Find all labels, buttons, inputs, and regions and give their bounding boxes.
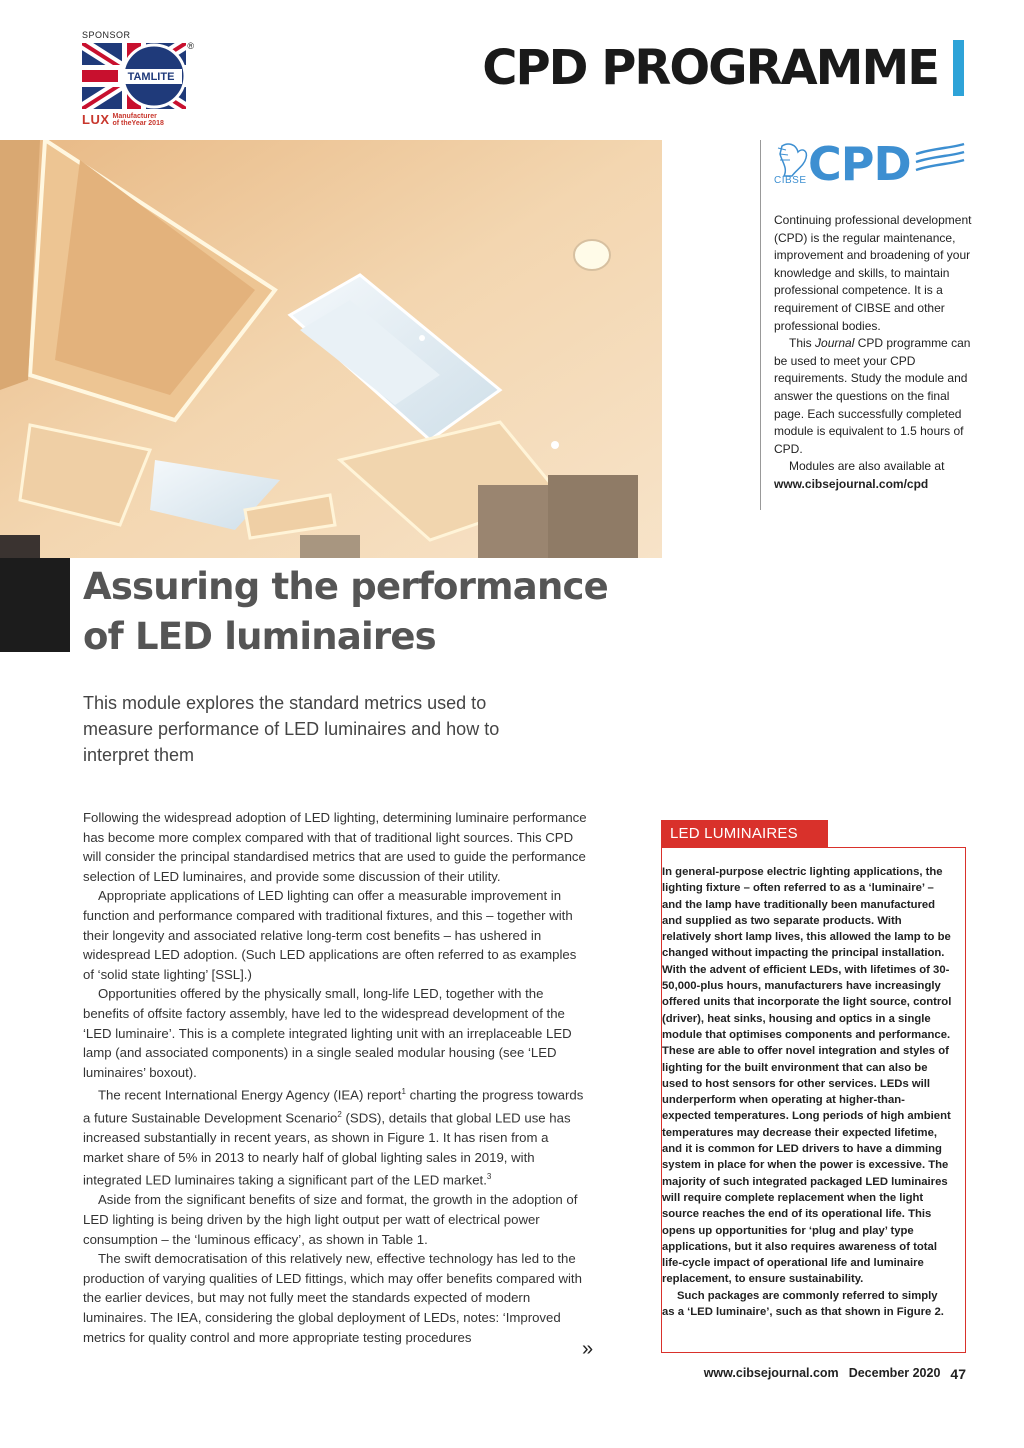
- body-paragraph-3: Opportunities offered by the physically small, long-life LED, together with the benefits of offsite factory assembly, have led to the widespread development of the ‘LED luminaire’. This is a complete integrated lighting unit with an irreplaceable LED lamp (and associated components) in a single sealed modular housing (see ‘LED luminaires’ boxout).: [83, 986, 572, 1080]
- article-title-line-2: of LED luminaires: [83, 615, 436, 658]
- boxout-paragraph-2: Such packages are commonly referred to simply as a ‘LED luminaire’, such as that shown in Figure 2.: [662, 1289, 944, 1319]
- cpd-url-link[interactable]: www.cibsejournal.com/cpd: [774, 476, 929, 491]
- cibse-cpd-logo: [774, 137, 974, 200]
- body-paragraph-4: [83, 1082, 588, 1190]
- cpd-panel-divider: [760, 140, 761, 510]
- cpd-para-1: Continuing professional development (CPD) is the regular maintenance, improvement and broadening of your knowledge and skills, to maintain professional competence. It is a requirement of CIBSE and other professional bodies.: [774, 213, 972, 333]
- hero-photo: [0, 140, 662, 558]
- article-body: [83, 808, 588, 1347]
- footer-site[interactable]: www.cibsejournal.com: [703, 1366, 839, 1380]
- registered-mark-icon: ®: [187, 41, 194, 51]
- continue-arrow-icon: »: [582, 1338, 594, 1360]
- tamlite-logo: [82, 41, 194, 109]
- article-standfirst: This module explores the standard metrics used to measure performance of LED luminaires and how to interpret them: [83, 693, 500, 765]
- cibse-label: CIBSE: [774, 175, 807, 186]
- body-paragraph-5: Aside from the significant benefits of size and format, the growth in the adoption of LED lighting is being driven by the high light output per watt of electrical power consumption – the ‘luminous efficacy’, as shown in Table 1.: [83, 1192, 578, 1247]
- photo-dark-strip: [0, 558, 70, 652]
- office-ceiling-photo-icon: [0, 140, 662, 558]
- footnote-ref-1: 1: [401, 1087, 406, 1097]
- section-title: CPD PROGRAMME: [482, 40, 938, 96]
- header-accent-bar: [953, 40, 964, 96]
- boxout-text: [662, 864, 953, 1320]
- journal-emphasis: Journal: [815, 336, 855, 351]
- body-paragraph-1: Following the widespread adoption of LED lighting, determining luminaire performance has become more complex compared with that of traditional light sources. This CPD will consider the principal standardised metrics that are used to guide the performance selection of LED luminaires, and provide some discussion of their utility.: [83, 810, 587, 884]
- cpd-para-3: Modules are also available at: [789, 459, 945, 474]
- footer-date: December 2020: [848, 1366, 941, 1380]
- cpd-para-2-end: CPD programme can be used to meet your CPD requirements. Study the module and answer the questions on the final page. Each successfully completed module is equivalent to 1.5 hours of CPD.: [774, 336, 971, 456]
- body-paragraph-6: The swift democratisation of this relatively new, effective technology has led to the production of varying qualities of LED fittings, which may offer benefits compared with the earlier devices, but may not fully meet the standards expected of modern luminaires. The IEA, considering the global deployment of LEDs, notes: ‘Improved metrics for quality control and more appropriate testing procedures: [83, 1251, 582, 1345]
- cpd-para-2-start: This: [789, 336, 816, 351]
- footnote-ref-2: 2: [337, 1110, 342, 1120]
- page-number: 47: [950, 1366, 966, 1382]
- article-title: [83, 562, 643, 662]
- cpd-description: [774, 212, 974, 494]
- award-line: [82, 112, 232, 127]
- body-paragraph-2: Appropriate applications of LED lighting can offer a measurable improvement in function and performance compared with traditional fixtures, and this – together with their longevity and associated relative long-term cost benefits – has ushered in widespread LED adoption. (Such LED applications are often referred to as examples of ‘solid state lighting’ [SSL].): [83, 888, 577, 982]
- article-title-line-1: Assuring the performance: [83, 565, 608, 608]
- award-caption-line1: Manufacturer: [112, 112, 157, 120]
- p4-part-a: The recent International Energy Agency (IEA) report: [98, 1087, 402, 1103]
- cpd-logo-text: CPD: [808, 137, 911, 191]
- footnote-ref-3: 3: [486, 1172, 492, 1182]
- sponsor-label: SPONSOR: [82, 30, 131, 40]
- sponsor-block: [82, 30, 232, 127]
- cpd-para-2: [774, 335, 974, 458]
- p4-part-c: (SDS), details that global LED use has increased substantially in recent years, as shown in Figure 1. It has risen from a market share of 5% in 2013 to nearly half of global lighting sales in 2019, with integrated LED luminaires taking a significant part of the LED market.: [83, 1110, 571, 1188]
- award-caption-line2: of theYear 2018: [112, 119, 164, 127]
- p4-part-b: charting the progress towards a future Sustainable Development Scenario: [83, 1087, 584, 1126]
- boxout-led-luminaires: [661, 847, 966, 1353]
- award-caption: [113, 113, 164, 127]
- tamlite-wordmark: TAMLITE: [127, 71, 175, 83]
- boxout-heading: LED LUMINAIRES: [661, 820, 828, 848]
- lux-award-badge: LUX: [82, 112, 110, 127]
- page-footer: [704, 1366, 966, 1382]
- boxout-paragraph-1: In general-purpose electric lighting applications, the lighting fixture – often referred to as a ‘luminaire’ – and the lamp have traditionally been manufactured and supplied as two separate products. With relatively short lamp lives, this allowed the lamp to be changed without impacting the principal installation. With the advent of efficient LEDs, with lifetimes of 30-50,000-plus hours, manufacturers have increasingly offered units that incorporate the light source, control (driver), heat sinks, housing and optics in a single module that optimises components and performance. These are able to offer novel integration and styles of lighting for the built environment that can also be used to host sensors for other services. LEDs will underperform when operating at higher-than-expected temperatures. Long periods of high ambient temperatures may decrease their expected lifetime, and it is common for LED drivers to have a dimming system in place for when the power is excessive. The majority of such integrated packaged LED luminaires will require complete replacement when the light source reaches the end of its operational life. This opens up opportunities for ‘plug and play’ type applications, but it also requires awareness of total life-cycle impact of operational life and luminaire replacement, to ensure sustainability.: [662, 866, 952, 1286]
